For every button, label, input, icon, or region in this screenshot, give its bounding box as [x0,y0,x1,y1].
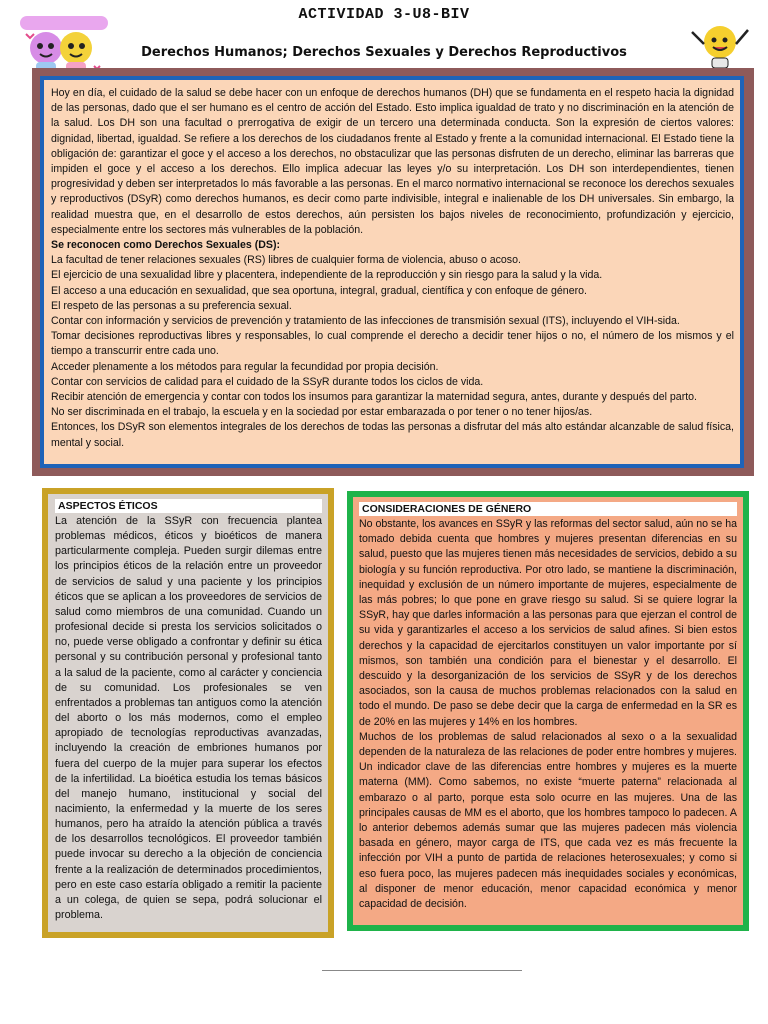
rights-frame [32,68,754,476]
rights-content [40,76,744,468]
rights-item: Contar con información y servicios de prevención y tratamiento de las infecciones de transmisión sexual (ITS), incluyendo el VIH-sida. [51,315,680,328]
gender-content [353,497,743,925]
footer-rule [322,970,522,971]
rights-item: Recibir atención de emergencia y contar con todos los insumos para garantizar la maternidad segura, antes, durante y después del parto. [51,391,698,404]
rights-item: El acceso a una educación en sexualidad, que sea oportuna, integral, gradual, científica y con enfoque de género. [51,284,587,297]
ethics-title: ASPECTOS ÉTICOS [55,499,322,513]
gender-frame [347,491,749,931]
rights-item: El ejercicio de una sexualidad libre y placentera, independiente de la reproducción y sin riesgo para la salud y la vida. [51,269,603,282]
gender-title: CONSIDERACIONES DE GÉNERO [359,502,737,516]
rights-conclusion: Entonces, los DSyR son elementos integrales de los derechos de todas las personas a disfrutar del más alto estándar alcanzable de salud física, mental y social. [51,421,734,449]
gender-paragraph: No obstante, los avances en SSyR y las reformas del sector salud, aún no se ha tomado debida cuenta que hombres y mujeres presentan diferencias en su salud, puesto que las mujeres tienen más necesidades de servicios, debido a su biología y su función reproductiva. Por otro lado, se mantiene la discriminación, inequidad y exclusión de un número importante de mujeres, especialmente de las más pobres; lo que pone en grave riesgo su salud. Si se quiere lograr la SSyR, hay que darles información a las personas para que ejerzan el control de su vida y garantizarles el acceso a los servicios de salud afines. Si bien estos derechos y la capacidad de ejercitarlos constituyen un valor importante por sí mismos, son también una condición para el bienestar y el desarrollo. El descuido y la desorganización de los servicios de SSyR y de los derechos asociados, son la causa de muchos problemas relacionados con la salud en todo el mundo. De paso se debe decir que la carga de enfermedad en la SR es de 20% en las mujeres y 14% en los hombres. [359,518,737,728]
gender-paragraph: Muchos de los problemas de salud relacionados al sexo o a la sexualidad dependen de la naturaleza de las relaciones de poder entre hombres y mujeres. Un indicador clave de las diferencias entre hombres y mujeres es la muerte materna (MM). Como sabemos, no existe “muerte paterna” relacionada al embarazo o al parto, porque esta solo ocurre en las mujeres. Una de las principales causas de MM es el aborto, que los hombres tampoco lo padecen. A lo anterior debemos además sumar que las mujeres padecen más violencia basada en género, mayor carga de ITS, que cada vez es más frecuente la infección por VIH a punto de partida de relaciones heterosexuales; y como si eso fuera poco, las mujeres padecen más inequidades sociales y económicas, al disponer de menor educación, menor capacidad económica y menor capacidad de decisión. [359,730,737,911]
rights-item: Acceder plenamente a los métodos para regular la fecundidad por propia decisión. [51,360,439,373]
rights-item: Tomar decisiones reproductivas libres y responsables, lo cual comprende el derecho a decidir tener hijos o no, el número de los mismos y el tiempo a transcurrir entre cada uno. [51,330,734,358]
rights-item: El respeto de las personas a su preferencia sexual. [51,299,292,312]
intro-paragraph: Hoy en día, el cuidado de la salud se debe hacer con un enfoque de derechos humanos (DH) que se fundamenta en el respeto hacia la dignidad de las personas, dado que el ser humano es el centro de acción del Estado. Esto implica igualdad de trato y no discriminación en la atención de la salud. Los DH son una facultad o prerrogativa de exigir de un tercero una determinada conducta. Son la expresión de ciertos valores: dignidad, libertad, igualdad. Se refiere a los derechos de los ciudadanos frente al Estado y frente a la comunidad internacional. El Estado tiene la obligación de: garantizar el goce y el acceso a los derechos, no obstaculizar que las personas disfruten de un derecho, eliminar las barreras que impiden el goce y el acceso a los derechos. Ello implica adecuar las leyes y/o su interpretación. Los DH son interdependientes, tienen progresividad y deben ser interpretados lo más favorable a las personas. En el marco normativo internacional se reconoce los derechos sexuales y reproductivos (DSyR) como derechos humanos, es decir como parte indivisible, integral e inalienable de los DH universales. Sin embargo, la realidad muestra que, en el desarrollo de estos derechos, aún persisten los bajos niveles de reconocimiento, profundización y ejercicio, especialmente entre los sectores más vulnerables de la población. [51,87,734,236]
ethics-body: La atención de la SSyR con frecuencia plantea problemas médicos, éticos y bioéticos de manera particularmente compleja. Pueden surgir dilemas entre los principios éticos de la relación entre un proveedor de servicios de salud y una paciente y los principios éticos que se aplican a los proveedores de servicios de salud como miembros de una comunidad. Cuando un profesional decide si presta los servicios solicitados o no, puede verse obligado a confrontar y definir su ética personal y su contribución personal y profesional tanto a la salud de la paciente, como al carácter y conciencia de su comunidad. Los profesionales se ven enfrentados a problemas tan antiguos como la atención del aborto o los más modernos, como el empleo apropiado de tecnologías reproductivas avanzadas, incluyendo la creación de embriones humanos por fuera del cuerpo de la mujer para superar los efectos de la infertilidad. La bioética estudia los temas básicos del manejo humano, institucional y social del nacimiento, la enfermedad y la muerte de los seres humanos, pero ha atraído la atención pública a través de los desarrollos tecnológicos. El proveedor también puede invocar su derecho a la objeción de conciencia frente a la realización de determinados procedimientos, pero en este caso estaría obligado a remitir la paciente a un colega, de quien se sepa, podrá solucionar el problema. [55,515,322,922]
ethics-content [48,494,328,932]
rights-item: No ser discriminada en el trabajo, la escuela y en la sociedad por estar embarazada o por tener o no tener hijos/as. [51,406,593,419]
ethics-frame [42,488,334,938]
rights-item: La facultad de tener relaciones sexuales (RS) libres de cualquier forma de violencia, abuso o acoso. [51,254,521,267]
sexual-rights-heading: Se reconocen como Derechos Sexuales (DS): [51,239,281,252]
rights-item: Contar con servicios de calidad para el cuidado de la SSyR durante todos los ciclos de vida. [51,375,484,388]
page-subtitle: Derechos Humanos; Derechos Sexuales y Derechos Reproductivos [141,45,627,60]
page-title: ACTIVIDAD 3-U8-BIV [298,6,470,23]
cartoon-couple-logo-icon [18,14,110,76]
